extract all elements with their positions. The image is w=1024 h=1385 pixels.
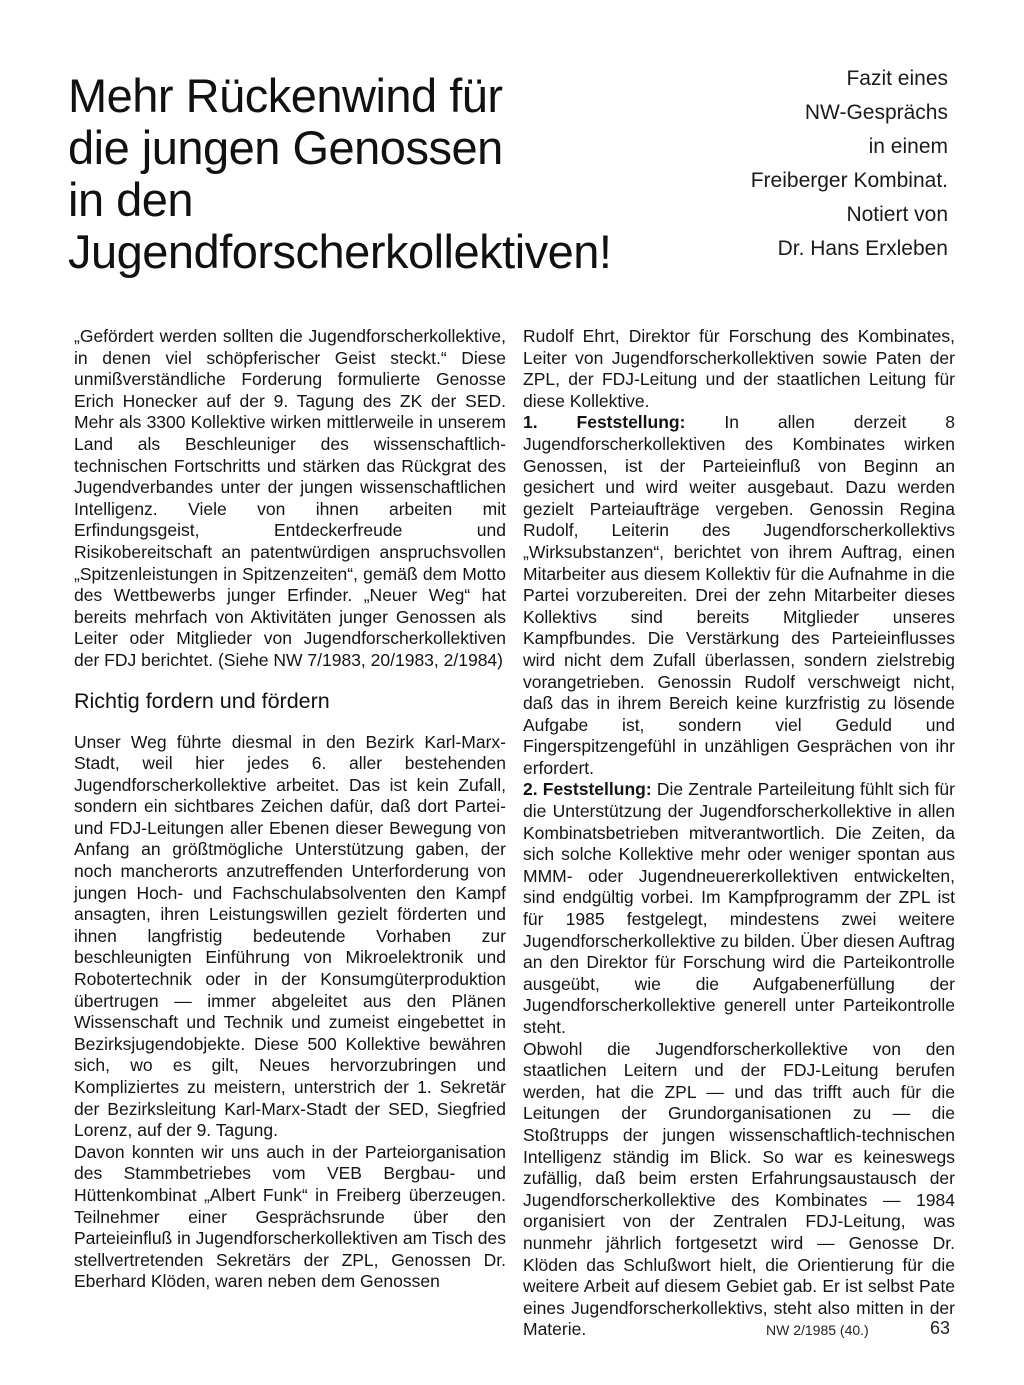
finding-text: Die Zentrale Parteileitung fühlt sich für die Unterstützung der Jugendforscherkollektive in allen Kombinatsbetrieben mitverantwortlich. Die Zeiten, da sich solche Kollektive mehr oder weniger spontan aus MMM- oder Jugendneuererkollektiven entwickelten, sind endgültig vorbei. Im Kampfprogramm der ZPL ist für 1985 festgelegt, mindestens zwei weitere Jugendforscherkollektive zu bilden. Über diesen Auftrag an den Direktor für Forschung wird die Parteikontrolle ausgeübt, wie die Aufgabenerfüllung der Jugendforscherkollektive generell unter Parteikontrolle steht. (523, 779, 955, 1037)
intro-paragraph: „Gefördert werden sollten die Jugendforscherkollektive, in denen viel schöpferischer Geist steckt.“ Diese unmißverständliche Forderung formulierte Genosse Erich Honecker auf der 9. Tagung des ZK der SED. Mehr als 3300 Kollektive wirken mittlerweile in unserem Land als Beschleuniger des wissenschaftlich-technischen Fortschritts und stärken das Rückgrat des Jugendverbandes unter der jungen wissenschaftlichen Intelligenz. Viele von ihnen arbeiten mit Erfindungsgeist, Entdeckerfreude und Risikobereitschaft an patentwürdigen anspruchsvollen „Spitzenleistungen in Spitzenzeiten“, gemäß dem Motto des Wettbewerbs junger Erfinder. „Neuer Weg“ hat bereits mehrfach von Aktivitäten junger Genossen als Leiter oder Mitglieder von Jugendforscherkollektiven der FDJ berichtet. (Siehe NW 7/1983, 20/1983, 2/1984) (74, 326, 506, 670)
body-paragraph: Unser Weg führte diesmal in den Bezirk Karl-Marx-Stadt, weil hier jedes 6. aller bestehenden Jugendforscherkollektive arbeitet. Das ist kein Zufall, sondern ein sichtbares Zeichen dafür, daß dort Partei- und FDJ-Leitungen aller Ebenen dieser Bewegung von Anfang an größtmögliche Unterstützung gaben, der noch mancherorts anzutreffenden Unterforderung von jungen Hoch- und Fachschulabsolventen den Kampf ansagten, ihren Leistungswillen gezielt förderten und ihnen langfristig bedeutende Vorhaben zur beschleunigten Einführung von Mikroelektronik und Robotertechnik oder in der Konsumgüterproduktion übertrugen — immer abgeleitet aus den Plänen Wissenschaft und Technik und zumeist eingebettet in Bezirksjugendobjekte. Diese 500 Kollektive bewähren sich, wo es gilt, Neues hervorzubringen und Kompliziertes zu meistern, unterstrich der 1. Sekretär der Bezirksleitung Karl-Marx-Stadt der SED, Siegfried Lorenz, auf der 9. Tagung. (74, 731, 506, 1141)
left-column (74, 326, 506, 1293)
byline-line: Fazit eines (846, 67, 948, 90)
page-number: 63 (930, 1318, 951, 1338)
body-paragraph: Rudolf Ehrt, Direktor für Forschung des Kombinates, Leiter von Jugendforscherkollektiven sowie Paten der ZPL, der FDJ-Leitung und der staatlichen Leitung für diese Kollektive. (523, 326, 955, 411)
headline-line: Jugendforscherkollektiven! (68, 225, 612, 278)
finding-label: 1. Feststellung: (523, 412, 686, 433)
article-headline (68, 70, 648, 278)
byline-line: in einem (868, 135, 948, 158)
body-paragraph: Davon konnten wir uns auch in der Parteiorganisation des Stammbetriebes vom VEB Bergbau- und Hüttenkombinat „Albert Funk“ in Freiberg überzeugen. Teilnehmer einer Gesprächsrunde über den Parteieinfluß in Jugendforscherkollektiven am Tisch des stellvertretenden Sekretärs der ZPL, Genossen Dr. Eberhard Klöden, waren neben dem Genossen (74, 1141, 506, 1292)
finding-paragraph (523, 412, 955, 779)
issue-reference: NW 2/1985 (40.) (766, 1322, 869, 1338)
byline-line: Notiert von (846, 203, 948, 226)
finding-text: In allen derzeit 8 Jugendforscherkollektiven des Kombinates wirken Genossen, ist der Parteieinfluß von Beginn an gesichert und wird weiter ausgebaut. Dazu werden gezielt Parteiaufträge vergeben. Genossin Regina Rudolf, Leiterin des Jugendforscherkollektivs „Wirksubstanzen“, berichtet von ihrem Auftrag, einen Mitarbeiter aus diesem Kollektiv für die Aufnahme in die Partei vorzubereiten. Drei der zehn Mitarbeiter dieses Kollektivs sind bereits Mitglieder unseres Kampfbundes. Die Verstärkung des Parteieinflusses wird nicht dem Zufall überlassen, sondern zielstrebig vorangetrieben. Genossin Rudolf verschweigt nicht, daß das in ihrem Bereich keine kurzfristig zu lösende Aufgabe ist, sondern viel Geduld und Fingerspitzengefühl in unzähligen Gesprächen von ihr erfordert. (523, 412, 955, 778)
headline-line: Mehr Rückenwind für (68, 69, 503, 122)
right-column (523, 326, 955, 1341)
finding-paragraph (523, 779, 955, 1038)
headline-line: die jungen Genossen (68, 121, 503, 174)
byline-line: NW-Gesprächs (804, 101, 948, 124)
byline-line: Freiberger Kombinat. (750, 169, 948, 192)
article-byline (648, 62, 948, 266)
headline-line: in den (68, 173, 194, 226)
body-paragraph: Obwohl die Jugendforscherkollektive von den staatlichen Leitern und der FDJ-Leitung berufen werden, hat die ZPL — und das trifft auch für die Leitungen der Grundorganisationen zu — die Stoßtrupps der jungen wissenschaftlich-technischen Intelligenz ständig im Blick. So war es keineswegs zufällig, daß beim ersten Erfahrungsaustausch der Jugendforscherkollektive des Kombinates — 1984 organisiert von der Zentralen FDJ-Leitung, was nunmehr jährlich fortgesetzt wird — Genosse Dr. Klöden das Schlußwort hielt, die Orientierung für die weitere Arbeit auf diesem Gebiet gab. Er ist selbst Pate eines Jugendforscherkollektivs, steht also mitten in der Materie. (523, 1038, 955, 1340)
finding-label: 2. Feststellung: (523, 779, 652, 800)
section-subheading: Richtig fordern und fördern (74, 688, 330, 713)
byline-line: Dr. Hans Erxleben (777, 237, 948, 260)
